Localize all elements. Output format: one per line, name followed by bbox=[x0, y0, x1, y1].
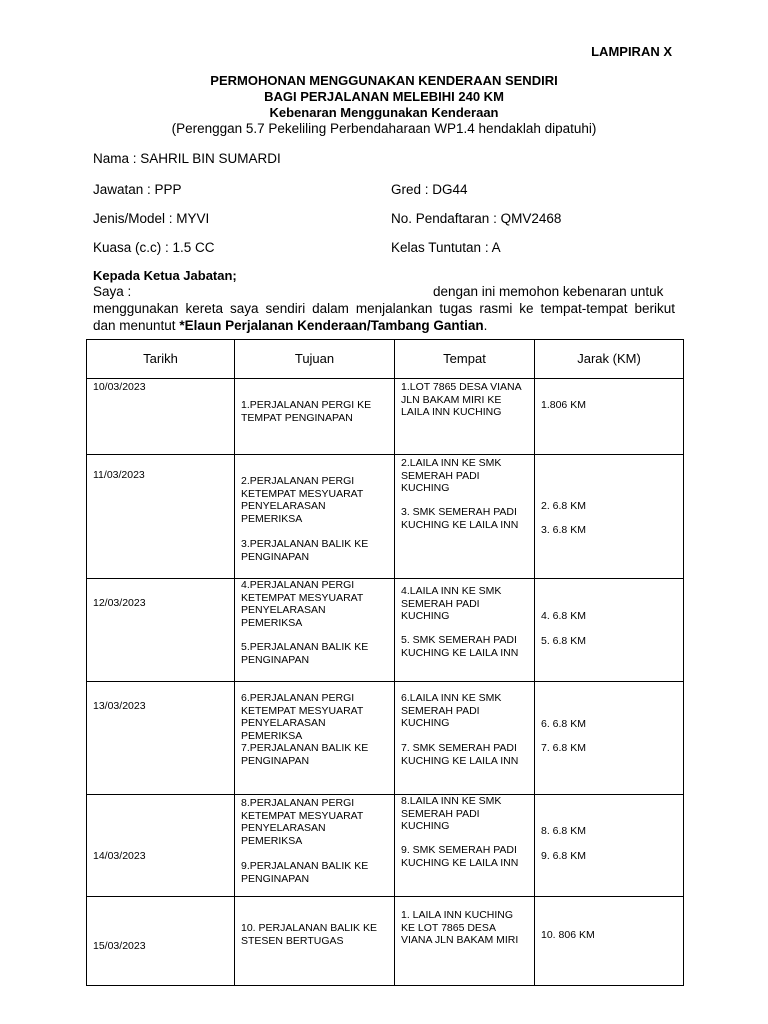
tarikh-value: 13/03/2023 bbox=[93, 700, 146, 712]
claim-type-bold: *Elaun Perjalanan Kenderaan/Tambang Gantian bbox=[179, 318, 484, 333]
jarak-item: 4. 6.8 KM bbox=[541, 610, 586, 622]
cell-tempat bbox=[395, 579, 535, 682]
table-row bbox=[87, 897, 684, 986]
field-kuasa: Kuasa (c.c) : 1.5 CC bbox=[93, 240, 215, 255]
table-row bbox=[87, 379, 684, 455]
field-nama: Nama : SAHRIL BIN SUMARDI bbox=[93, 151, 281, 166]
request-paragraph bbox=[93, 283, 675, 334]
request-line-3-start: dan menuntut bbox=[93, 318, 180, 333]
travel-table bbox=[86, 339, 684, 986]
tempat-item: 2.LAILA INN KE SMK SEMERAH PADI KUCHING bbox=[401, 457, 502, 494]
cell-jarak bbox=[535, 455, 684, 579]
title-line-4: (Perenggan 5.7 Pekeliling Perbendaharaan WP1.4 hendaklah dipatuhi) bbox=[171, 121, 597, 136]
request-line-2: menggunakan kereta saya sendiri dalam menjalankan tugas rasmi ke tempat-tempat berikut bbox=[93, 301, 675, 316]
cell-tujuan bbox=[235, 897, 395, 986]
header-tempat: Tempat bbox=[395, 340, 535, 379]
tujuan-item: 6.PERJALANAN PERGI KETEMPAT MESYUARAT PENYELARASAN PEMERIKSA bbox=[241, 692, 364, 742]
cell-tarikh bbox=[87, 682, 235, 795]
table-row bbox=[87, 455, 684, 579]
jarak-item: 6. 6.8 KM bbox=[541, 718, 586, 730]
tujuan-item: 10. PERJALANAN BALIK KE STESEN BERTUGAS bbox=[241, 922, 377, 947]
document-title-block bbox=[0, 73, 768, 137]
field-gred: Gred : DG44 bbox=[391, 182, 468, 197]
header-tarikh: Tarikh bbox=[87, 340, 235, 379]
header-tujuan: Tujuan bbox=[235, 340, 395, 379]
cell-tujuan bbox=[235, 682, 395, 795]
cell-tempat bbox=[395, 795, 535, 897]
cell-jarak bbox=[535, 795, 684, 897]
tujuan-item: 7.PERJALANAN BALIK KE PENGINAPAN bbox=[241, 742, 369, 767]
cell-tujuan bbox=[235, 455, 395, 579]
tempat-item: 5. SMK SEMERAH PADI KUCHING KE LAILA INN bbox=[401, 634, 519, 659]
field-kelas-tuntutan: Kelas Tuntutan : A bbox=[391, 240, 501, 255]
title-line-3: Kebenaran Menggunakan Kenderaan bbox=[269, 105, 499, 120]
table-row bbox=[87, 579, 684, 682]
cell-tempat bbox=[395, 455, 535, 579]
title-line-2: BAGI PERJALANAN MELEBIHI 240 KM bbox=[264, 89, 504, 104]
title-line-1: PERMOHONAN MENGGUNAKAN KENDERAAN SENDIRI bbox=[210, 73, 558, 88]
tujuan-item: 4.PERJALANAN PERGI KETEMPAT MESYUARAT PENYELARASAN PEMERIKSA bbox=[241, 579, 364, 629]
tempat-item: 4.LAILA INN KE SMK SEMERAH PADI KUCHING bbox=[401, 585, 502, 622]
jarak-item: 3. 6.8 KM bbox=[541, 524, 586, 536]
request-line-1: dengan ini memohon kebenaran untuk bbox=[433, 284, 664, 299]
tempat-item: 8.LAILA INN KE SMK SEMERAH PADI KUCHING bbox=[401, 795, 502, 832]
field-jenis-model: Jenis/Model : MYVI bbox=[93, 211, 210, 226]
table-row bbox=[87, 795, 684, 897]
cell-tempat bbox=[395, 379, 535, 455]
tempat-item: 1. LAILA INN KUCHING KE LOT 7865 DESA VIANA JLN BAKAM MIRI bbox=[401, 909, 519, 946]
field-no-pendaftaran: No. Pendaftaran : QMV2468 bbox=[391, 211, 562, 226]
tempat-item: 9. SMK SEMERAH PADI KUCHING KE LAILA INN bbox=[401, 844, 519, 869]
cell-tarikh bbox=[87, 379, 235, 455]
cell-tujuan bbox=[235, 795, 395, 897]
jarak-item: 5. 6.8 KM bbox=[541, 635, 586, 647]
jarak-item: 2. 6.8 KM bbox=[541, 500, 586, 512]
saya-label: Saya : bbox=[93, 284, 132, 299]
tujuan-item: 5.PERJALANAN BALIK KE PENGINAPAN bbox=[241, 641, 369, 666]
tempat-item: 6.LAILA INN KE SMK SEMERAH PADI KUCHING bbox=[401, 692, 502, 729]
cell-tarikh bbox=[87, 579, 235, 682]
cell-tujuan bbox=[235, 379, 395, 455]
request-line-3-end: . bbox=[483, 318, 488, 333]
tarikh-value: 11/03/2023 bbox=[93, 469, 145, 481]
cell-tarikh bbox=[87, 455, 235, 579]
jarak-item: 1.806 KM bbox=[541, 399, 586, 411]
tarikh-value: 14/03/2023 bbox=[93, 850, 146, 862]
jarak-item: 7. 6.8 KM bbox=[541, 742, 586, 754]
tarikh-value: 10/03/2023 bbox=[93, 381, 146, 393]
cell-tarikh bbox=[87, 897, 235, 986]
table-row bbox=[87, 682, 684, 795]
tempat-item: 7. SMK SEMERAH PADI KUCHING KE LAILA INN bbox=[401, 742, 519, 767]
tujuan-item: 3.PERJALANAN BALIK KE PENGINAPAN bbox=[241, 538, 369, 563]
tujuan-item: 1.PERJALANAN PERGI KE TEMPAT PENGINAPAN bbox=[241, 399, 372, 424]
tempat-item: 3. SMK SEMERAH PADI KUCHING KE LAILA INN bbox=[401, 506, 519, 531]
jarak-item: 10. 806 KM bbox=[541, 929, 595, 941]
tujuan-item: 8.PERJALANAN PERGI KETEMPAT MESYUARAT PENYELARASAN PEMERIKSA bbox=[241, 797, 364, 847]
cell-jarak bbox=[535, 897, 684, 986]
cell-jarak bbox=[535, 682, 684, 795]
jarak-item: 9. 6.8 KM bbox=[541, 850, 586, 862]
cell-tujuan bbox=[235, 579, 395, 682]
tarikh-value: 15/03/2023 bbox=[93, 940, 146, 952]
cell-jarak bbox=[535, 379, 684, 455]
cell-tempat bbox=[395, 897, 535, 986]
cell-jarak bbox=[535, 579, 684, 682]
tujuan-item: 2.PERJALANAN PERGI KETEMPAT MESYUARAT PENYELARASAN PEMERIKSA bbox=[241, 475, 364, 525]
tempat-item: 1.LOT 7865 DESA VIANA JLN BAKAM MIRI KE LAILA INN KUCHING bbox=[401, 381, 522, 418]
header-jarak: Jarak (KM) bbox=[535, 340, 684, 379]
request-line-3 bbox=[93, 317, 675, 334]
jarak-item: 8. 6.8 KM bbox=[541, 825, 586, 837]
tujuan-item: 9.PERJALANAN BALIK KE PENGINAPAN bbox=[241, 860, 369, 885]
table-header-row bbox=[87, 340, 684, 379]
lampiran-label: LAMPIRAN X bbox=[591, 44, 672, 59]
cell-tarikh bbox=[87, 795, 235, 897]
tarikh-value: 12/03/2023 bbox=[93, 597, 146, 609]
cell-tempat bbox=[395, 682, 535, 795]
field-jawatan: Jawatan : PPP bbox=[93, 182, 182, 197]
kepada-heading: Kepada Ketua Jabatan; bbox=[93, 268, 237, 283]
